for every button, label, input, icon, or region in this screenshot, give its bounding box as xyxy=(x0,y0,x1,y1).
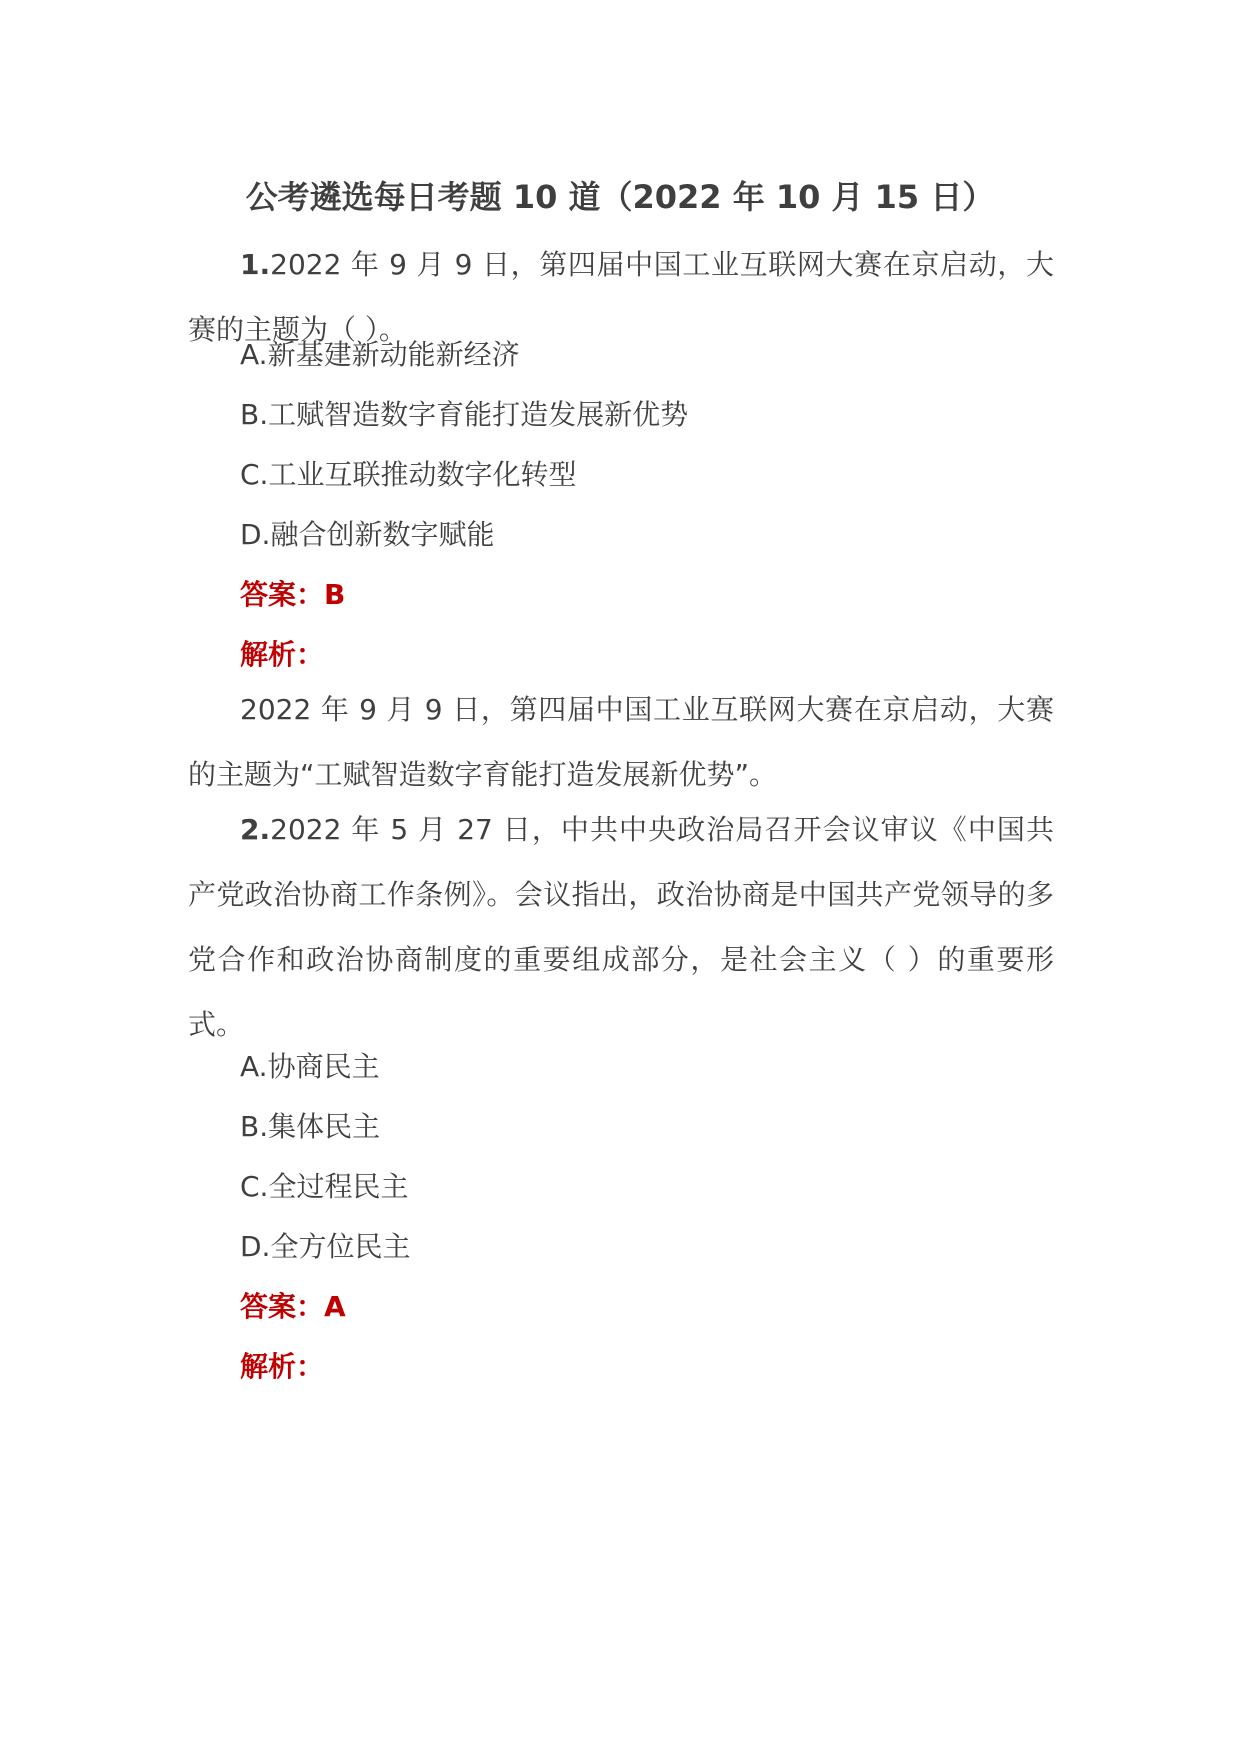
question-1-option-c: C.工业互联推动数字化转型 xyxy=(240,458,577,491)
question-2-number: 2. xyxy=(240,813,271,846)
question-1-number: 1. xyxy=(240,248,271,281)
question-2-stem xyxy=(188,797,1054,1057)
question-2-option-b: B.集体民主 xyxy=(240,1110,381,1143)
question-2-text: 2022 年 5 月 27 日，中共中央政治局召开会议审议《中国共产党政治协商工作条例》。会议指出，政治协商是中国共产党领导的多党合作和政治协商制度的重要组成部分，是社会主义（ ）的重要形式。 xyxy=(188,813,1054,1041)
question-1-answer: 答案：B xyxy=(240,578,346,611)
page-title: 公考遴选每日考题 10 道（2022 年 10 月 15 日） xyxy=(245,178,995,216)
question-1-option-d: D.融合创新数字赋能 xyxy=(240,518,495,551)
question-1-analysis-label: 解析： xyxy=(240,638,325,671)
question-1-analysis: 2022 年 9 月 9 日，第四届中国工业互联网大赛在京启动，大赛的主题为“工赋智造数字育能打造发展新优势”。 xyxy=(188,693,1054,791)
question-2-option-d: D.全方位民主 xyxy=(240,1230,411,1263)
question-2-option-c: C.全过程民主 xyxy=(240,1170,409,1203)
question-2-analysis-label: 解析： xyxy=(240,1350,325,1383)
question-2-option-a: A.协商民主 xyxy=(240,1050,380,1083)
question-2-answer: 答案：A xyxy=(240,1290,346,1323)
question-1-option-b: B.工赋智造数字育能打造发展新优势 xyxy=(240,398,689,431)
question-1-option-a: A.新基建新动能新经济 xyxy=(240,338,520,371)
question-1-text: 2022 年 9 月 9 日，第四届中国工业互联网大赛在京启动，大赛的主题为（ ）。 xyxy=(188,248,1054,346)
